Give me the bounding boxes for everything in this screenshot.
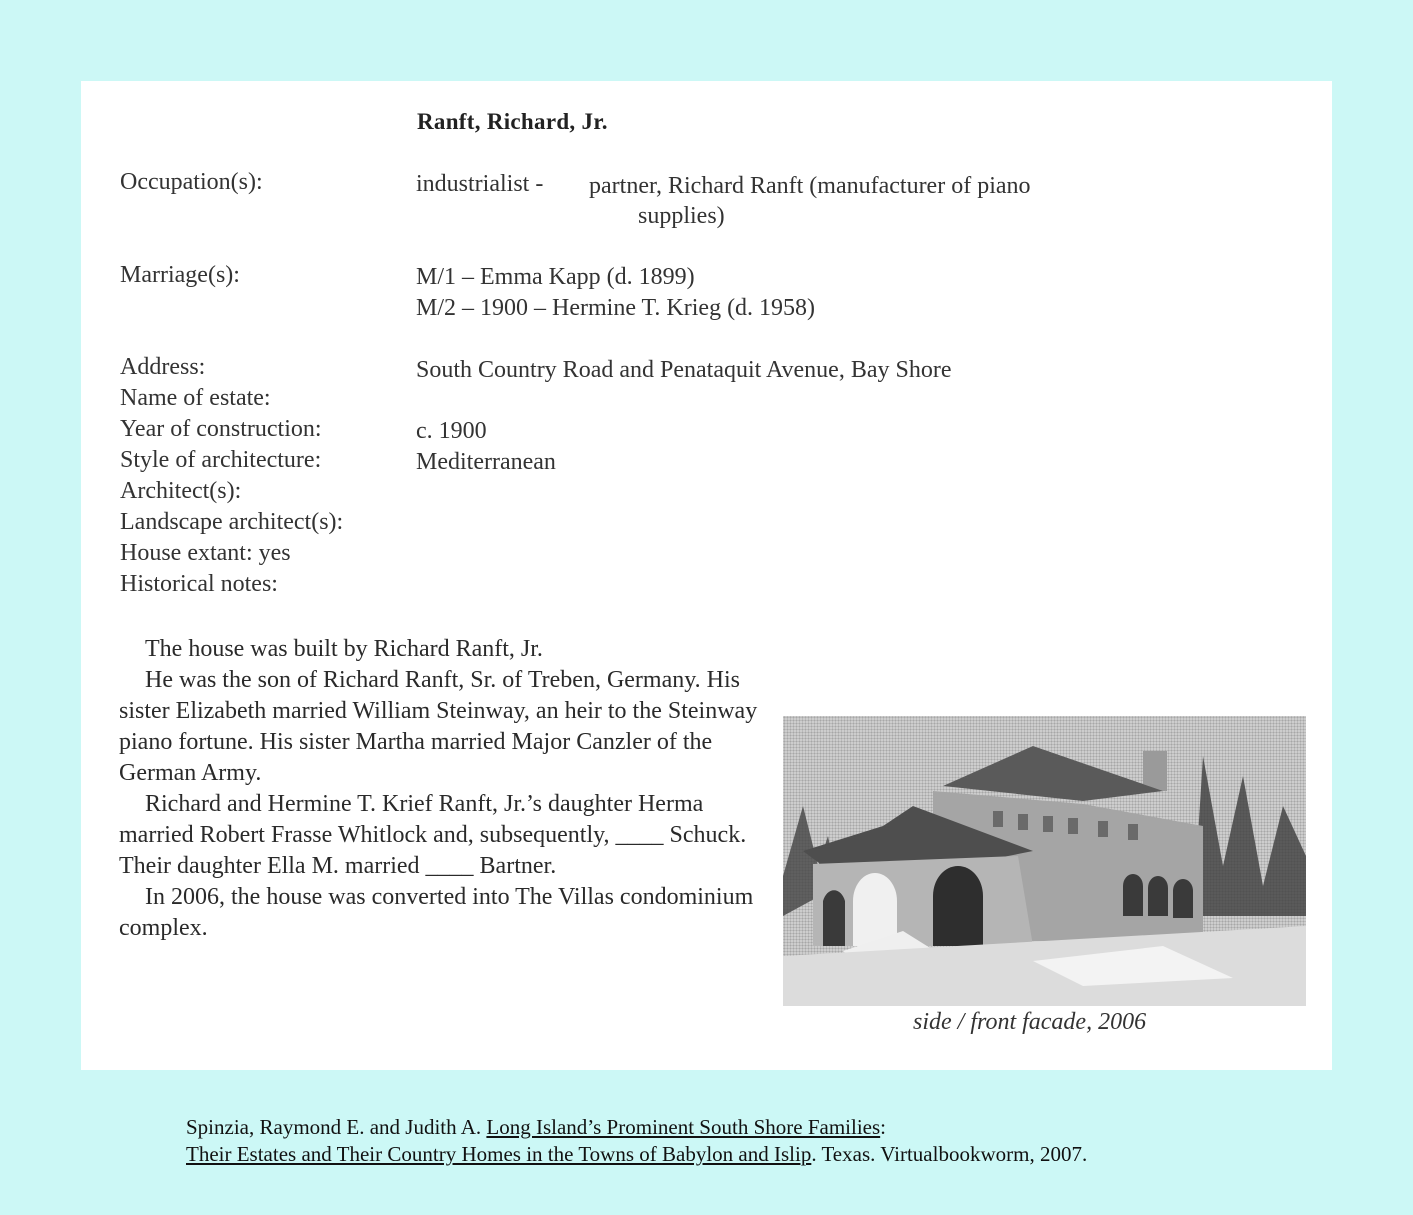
citation-line-1: [186, 1114, 1087, 1141]
year-label: Year of construction:: [120, 416, 322, 442]
year-value: c. 1900: [416, 418, 487, 444]
extant-label: House extant: yes: [120, 540, 291, 566]
occupation-label: Occupation(s):: [120, 169, 263, 195]
notes-paragraph-1: The house was built by Richard Ranft, Jr.: [145, 636, 543, 662]
address-label: Address:: [120, 354, 206, 380]
marriage-label: Marriage(s):: [120, 262, 240, 288]
notes-label: Historical notes:: [120, 571, 278, 597]
notes-paragraph-2: He was the son of Richard Ranft, Sr. of Treben, Germany. His sister Elizabeth married William Steinway, an heir to the Steinway piano fortune. His sister Martha married Major Canzler of the German Army.: [119, 667, 758, 786]
style-label: Style of architecture:: [120, 447, 322, 473]
citation-title-part-2: Their Estates and Their Country Homes in the Towns of Babylon and Islip: [186, 1142, 812, 1166]
photo-caption: side / front facade, 2006: [913, 1009, 1147, 1035]
citation-colon: :: [880, 1115, 886, 1139]
occupation-value-2: partner, Richard Ranft (manufacturer of piano: [589, 173, 1031, 199]
landscape-label: Landscape architect(s):: [120, 509, 344, 535]
document-page: [81, 81, 1332, 1070]
notes-paragraph-4: In 2006, the house was converted into The Villas condominium complex.: [119, 884, 754, 941]
house-photo: [783, 716, 1306, 1006]
citation-authors: Spinzia, Raymond E. and Judith A.: [186, 1115, 487, 1139]
page-title: Ranft, Richard, Jr.: [417, 109, 608, 134]
citation-line-2: [186, 1141, 1087, 1168]
occupation-value-3: supplies): [638, 203, 725, 229]
marriage-2: M/2 – 1900 – Hermine T. Krieg (d. 1958): [416, 295, 816, 321]
notes-paragraph-3: Richard and Hermine T. Krief Ranft, Jr.’s daughter Herma married Robert Frasse Whitlock and, subsequently, ____ Schuck. Their daughter Ella M. married ____ Bartner.: [119, 791, 747, 879]
house-illustration: [783, 716, 1306, 1006]
style-value: Mediterranean: [416, 449, 556, 475]
estate-label: Name of estate:: [120, 385, 271, 411]
citation-title-part-1: Long Island’s Prominent South Shore Families: [486, 1115, 881, 1139]
marriage-1: M/1 – Emma Kapp (d. 1899): [416, 264, 695, 290]
address-value: South Country Road and Penataquit Avenue, Bay Shore: [416, 357, 952, 383]
citation-publisher: . Texas. Virtualbookworm, 2007.: [811, 1142, 1088, 1166]
historical-notes-text: [119, 634, 779, 944]
occupation-value-1: industrialist -: [416, 171, 544, 197]
architect-label: Architect(s):: [120, 478, 242, 504]
citation: [186, 1114, 1087, 1168]
